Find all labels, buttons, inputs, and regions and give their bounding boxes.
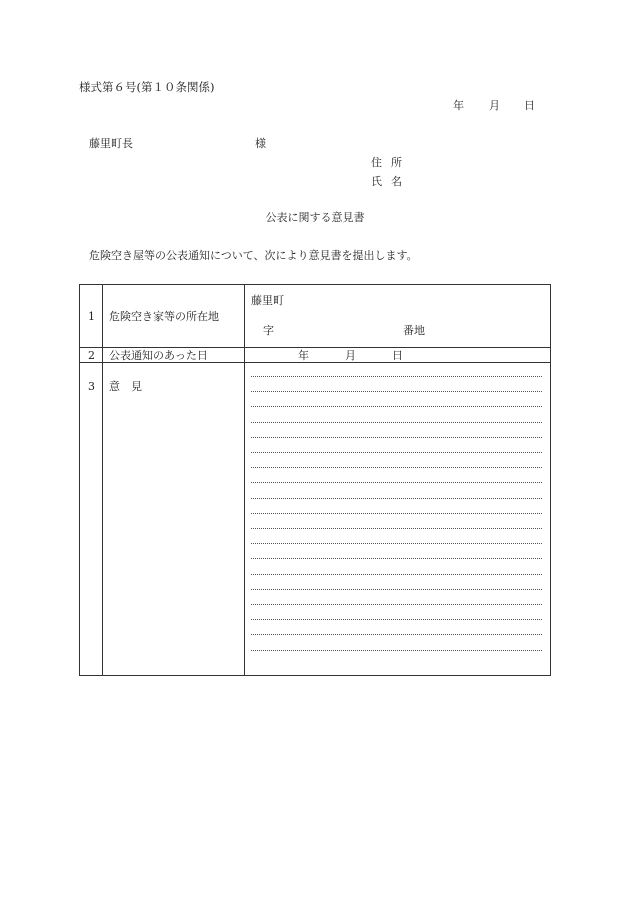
aza-label: 字	[263, 324, 274, 337]
town-name: 藤里町	[251, 294, 284, 307]
date-month-label: 月	[489, 99, 500, 112]
opinion-writing-line[interactable]	[251, 589, 542, 590]
opinion-writing-line[interactable]	[251, 650, 542, 651]
opinion-writing-line[interactable]	[251, 634, 542, 635]
opinion-form-table	[79, 284, 551, 676]
row-number-1: 1	[88, 310, 95, 323]
number-column-divider	[102, 285, 103, 675]
opinion-writing-line[interactable]	[251, 422, 542, 423]
opinion-writing-line[interactable]	[251, 452, 542, 453]
row-divider-1	[80, 347, 550, 348]
notice-month-label: 月	[345, 349, 356, 362]
notice-year-label: 年	[298, 349, 309, 362]
opinion-writing-line[interactable]	[251, 528, 542, 529]
opinion-writing-line[interactable]	[251, 482, 542, 483]
opinion-writing-line[interactable]	[251, 467, 542, 468]
label-column-divider	[244, 285, 245, 675]
opinion-writing-line[interactable]	[251, 376, 542, 377]
date-year-label: 年	[453, 99, 464, 112]
opinion-writing-line[interactable]	[251, 619, 542, 620]
opinion-writing-line[interactable]	[251, 604, 542, 605]
opinion-writing-line[interactable]	[251, 558, 542, 559]
notice-date-label: 公表通知のあった日	[109, 349, 208, 362]
opinion-writing-line[interactable]	[251, 513, 542, 514]
date-day-label: 日	[524, 99, 535, 112]
opinion-writing-line[interactable]	[251, 391, 542, 392]
location-label: 危険空き家等の所在地	[109, 310, 219, 323]
opinion-writing-line[interactable]	[251, 543, 542, 544]
honorific: 様	[255, 137, 266, 150]
name-label: 氏名	[371, 175, 411, 188]
notice-day-label: 日	[392, 349, 403, 362]
row-number-3: 3	[88, 380, 95, 393]
row-number-2: 2	[88, 349, 95, 362]
row-divider-2	[80, 362, 550, 363]
addressee: 藤里町長	[89, 137, 133, 150]
banchi-label: 番地	[403, 324, 425, 337]
opinion-writing-line[interactable]	[251, 406, 542, 407]
form-number: 様式第６号(第１０条関係)	[79, 80, 215, 94]
opinion-writing-line[interactable]	[251, 437, 542, 438]
opinion-label: 意 見	[109, 380, 142, 393]
document-title: 公表に関する意見書	[265, 211, 365, 224]
address-label: 住所	[371, 156, 411, 169]
opinion-writing-line[interactable]	[251, 498, 542, 499]
intro-text: 危険空き屋等の公表通知について、次により意見書を提出します。	[89, 249, 418, 262]
opinion-writing-line[interactable]	[251, 574, 542, 575]
